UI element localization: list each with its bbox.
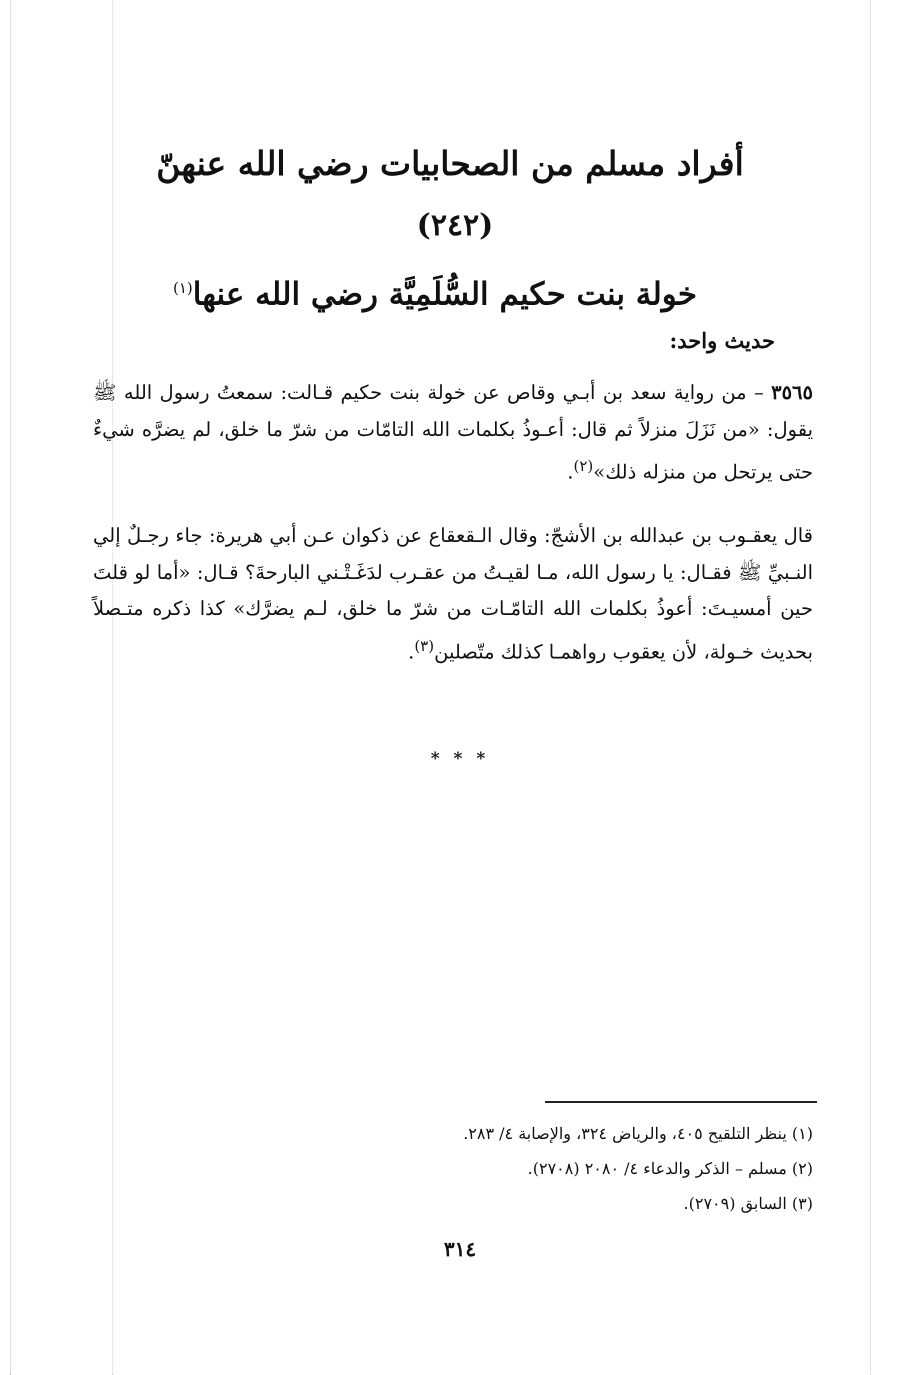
footnote-ref: (٣) (414, 636, 435, 655)
paragraph-end: . (408, 640, 415, 663)
page-number: ٣١٤ (443, 1237, 477, 1261)
footnotes (300, 1116, 813, 1221)
footnote-ref: (١) (172, 279, 193, 297)
footnote-divider (545, 1101, 817, 1103)
entry-title (140, 262, 730, 320)
scan-artifact-line (870, 0, 871, 1375)
hadith-paragraph (93, 375, 813, 491)
scan-artifact-line (112, 0, 113, 1375)
footnote-item: (١) ينظر التلقيح ٤٠٥، والرياض ٣٢٤، والإصابة ٤/ ٢٨٣. (463, 1124, 813, 1143)
chapter-title: أفراد مسلم من الصحابيات رضي الله عنهنّ (156, 144, 744, 183)
commentary-text: قال يعقـوب بن عبدالله بن الأشجّ: وقال الـقعقاع عن ذكوان عـن أبي هريرة: جاء رجـلٌ إلي النـبيِّ ﷺ فقـال: يا رسول الله، مـا لقيـتُ من عقـرب لدَغَـتْـني البارحةَ؟ قـال: «أما لو قلتَ حين أمسيـتَ: أعوذُ بكلمات الله التامّـات من شرّ ما خلق، لـم يضرَّك» كذا ذكره متـصلاً بحديث خـولة، لأن يعقوب رواهمـا كذلك متّصلين (93, 524, 813, 663)
entry-title-text: خولة بنت حكيم السُّلَمِيَّة رضي الله عنها (192, 276, 697, 313)
commentary-paragraph (93, 518, 813, 671)
section-label: حديث واحد: (669, 328, 775, 353)
footnote-ref: (٢) (573, 457, 594, 475)
section-separator: * * * (430, 749, 490, 769)
hadith-number: ٣٥٦٥ (771, 381, 813, 404)
entry-number: (٢٤٢) (416, 208, 494, 243)
paragraph-end: . (567, 460, 574, 484)
footnote-item: (٢) مسلم – الذكر والدعاء ٤/ ٢٠٨٠ (٢٧٠٨). (527, 1159, 813, 1178)
footnote-item: (٣) السابق (٢٧٠٩). (683, 1194, 813, 1213)
scan-artifact-line (10, 0, 11, 1375)
hadith-text: – من رواية سعد بن أبـي وقاص عن خولة بنت حكيم قـالت: سمعتُ رسول الله ﷺ يقول: «من نَزَلَ منزلاً ثم قال: أعـوذُ بكلمات الله التامّات من شرّ ما خلق، لم يضرَّه شيءٌ حتى يرتحل من منزله ذلك» (93, 381, 813, 484)
